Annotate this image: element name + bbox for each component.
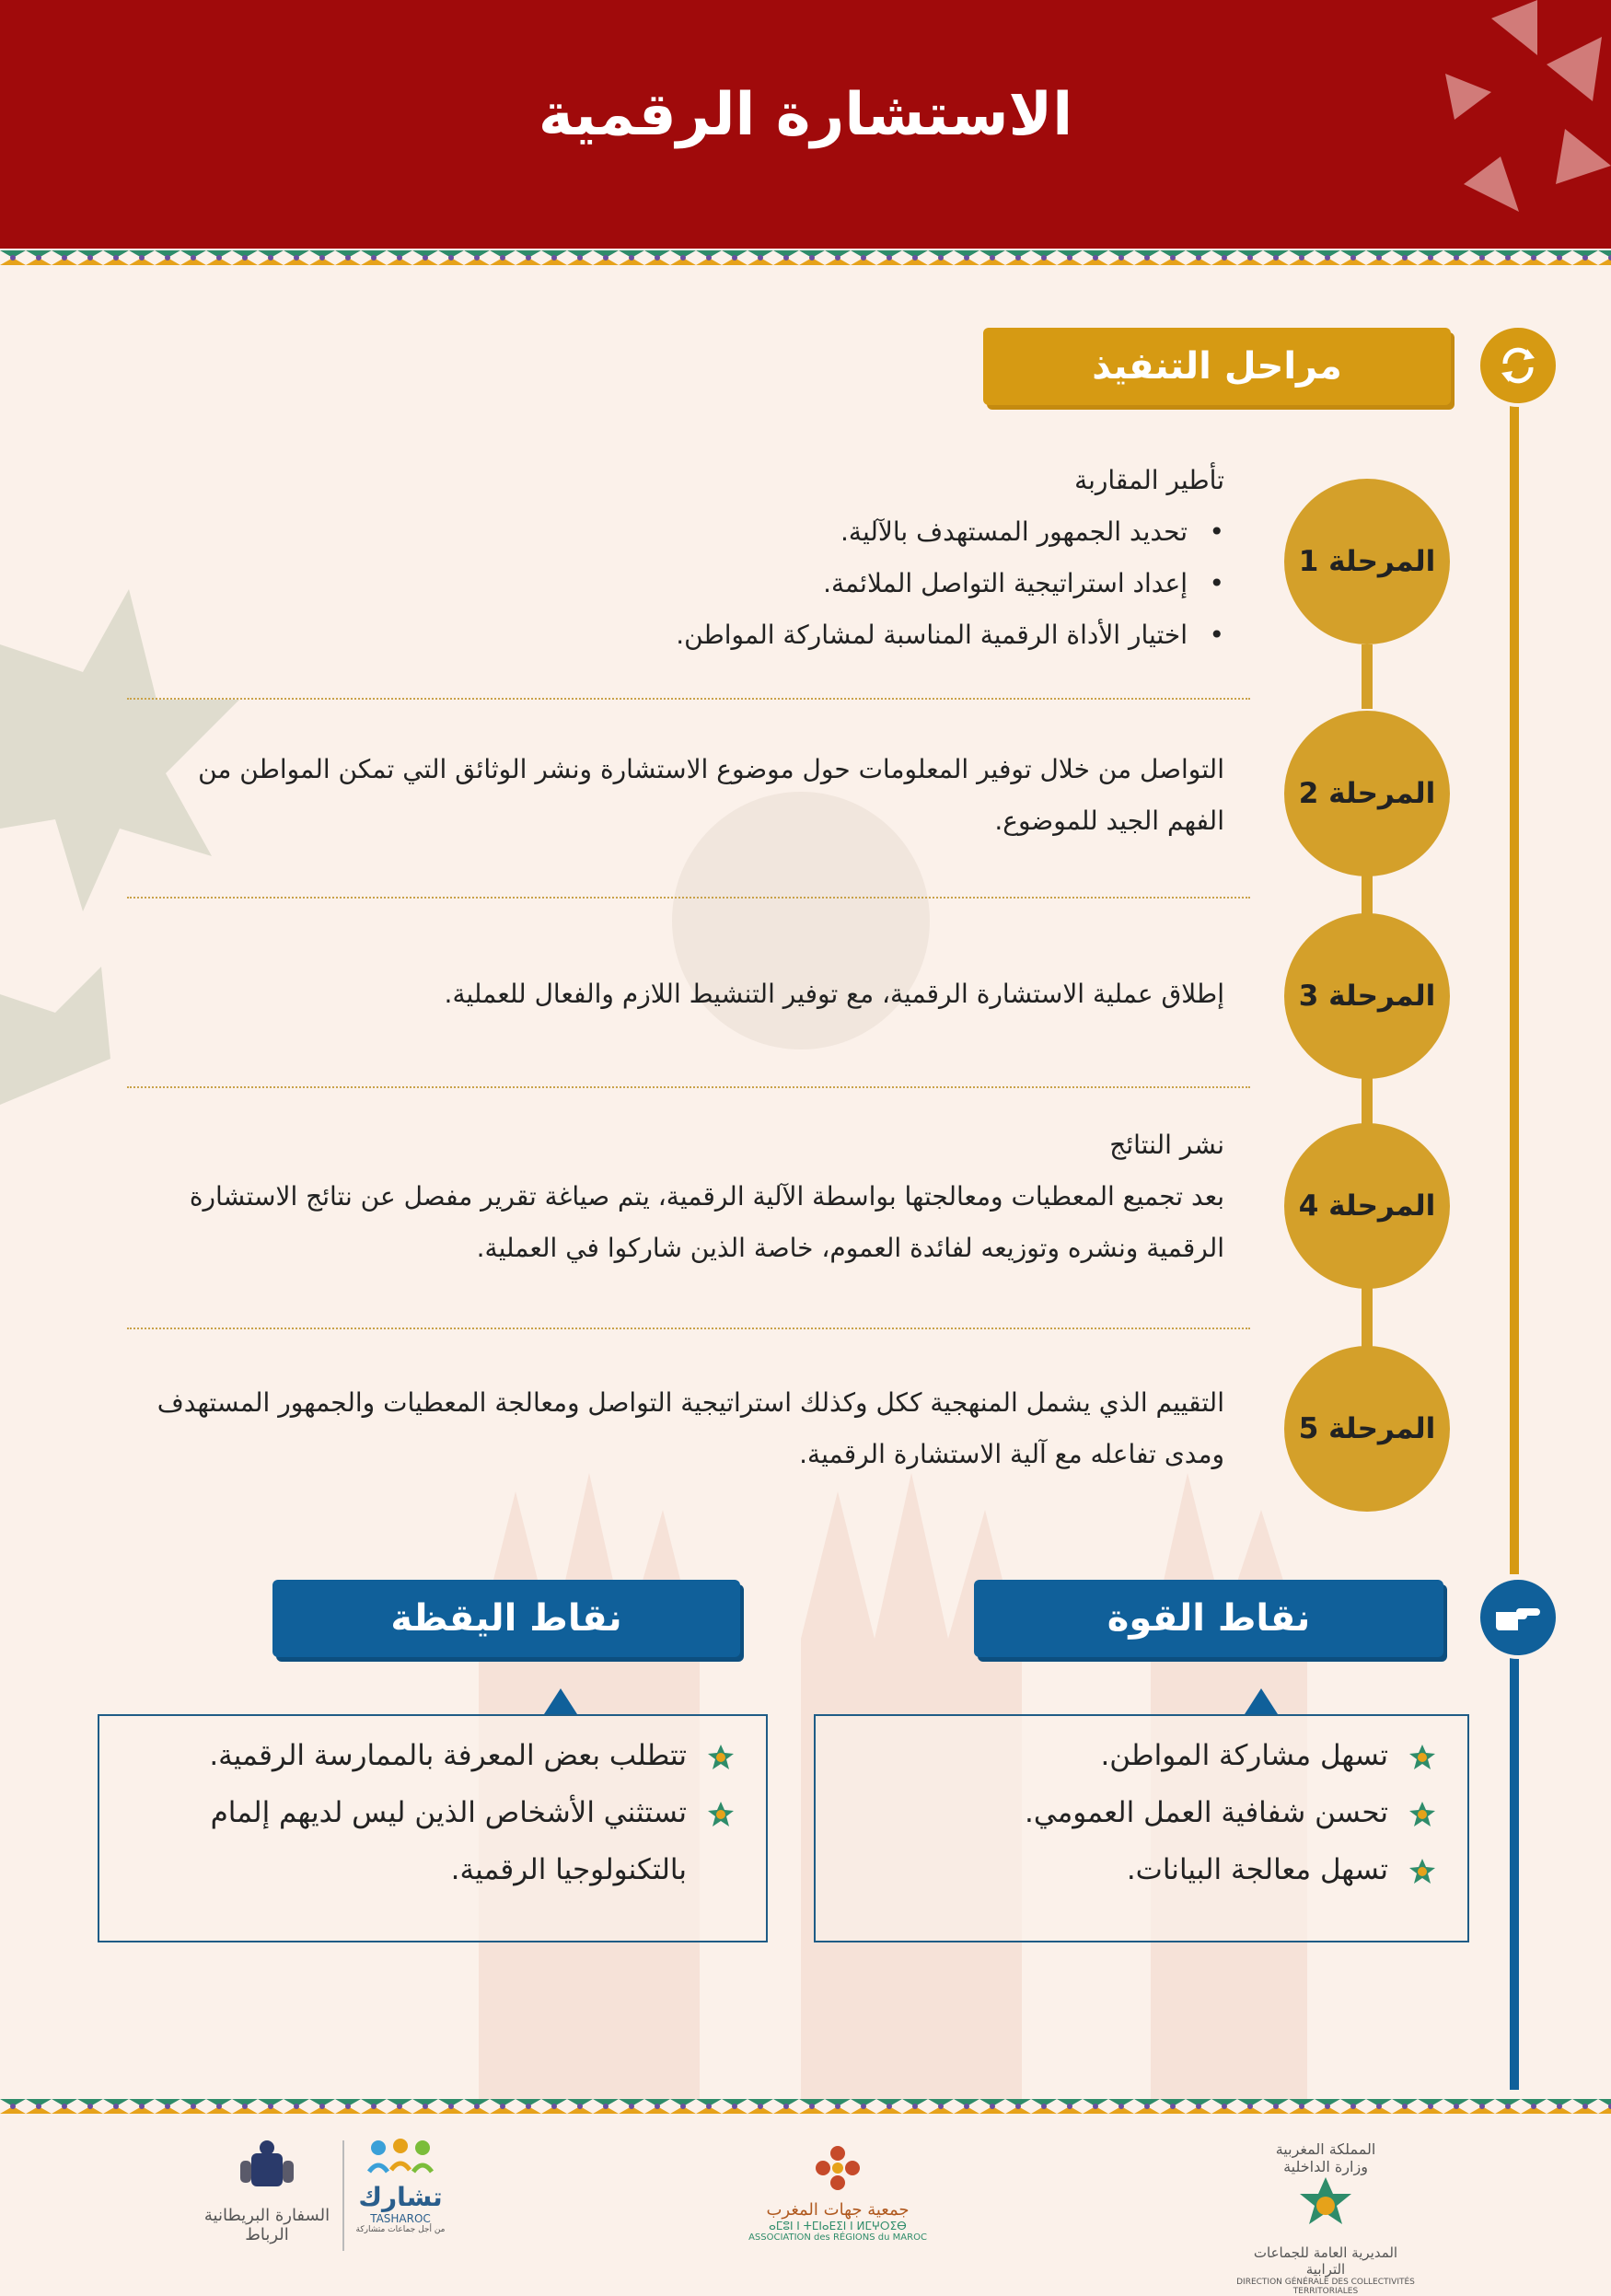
strengths-box [814, 1714, 1469, 1942]
tasharoc-logo: تشارك TASHAROC من أجل جماعات متشاركة [350, 2137, 451, 2234]
vigilance-title: نقاط اليقظة [272, 1580, 740, 1657]
stage-3-circle: المرحلة 3 [1284, 913, 1450, 1079]
stage-1-heading: تأطير المقاربة [1074, 465, 1224, 495]
list-item: تتطلب بعض المعرفة بالممارسة الرقمية. [122, 1727, 687, 1784]
star-bullet-icon [1408, 1744, 1436, 1771]
vigilance-list [99, 1716, 766, 1898]
stage-4-circle: المرحلة 4 [1284, 1123, 1450, 1289]
list-item: تسهل مشاركة المواطن. [834, 1727, 1388, 1784]
stage-3-content: إطلاق عملية الاستشارة الرقمية، مع توفير التنشيط اللازم والفعال للعملية. [444, 979, 1224, 1009]
pointing-hand-icon [1477, 1576, 1559, 1659]
strengths-title: نقاط القوة [974, 1580, 1443, 1657]
star-bullet-icon [707, 1744, 735, 1771]
stage-1-circle: المرحلة 1 [1284, 479, 1450, 644]
stage-1-content [147, 455, 1224, 661]
tasharoc-people-icon [364, 2137, 437, 2177]
stage-2-circle: المرحلة 2 [1284, 711, 1450, 876]
page-title: الاستشارة الرقمية [538, 81, 1073, 149]
header-banner [0, 0, 1611, 249]
stage-4-text: بعد تجميع المعطيات ومعالجتها بواسطة الآلية الرقمية، يتم صياغة تقرير مفصل عن نتائج الاستشارة الرقمية ونشره وتوزيعه لفائدة العموم، خاصة الذين شاركوا في العملية. [189, 1181, 1224, 1263]
embassy-logo: السفارة البريطانية الرباط [193, 2137, 341, 2244]
strengths-caret [1245, 1688, 1278, 1714]
ministry-logo: المملكة المغربية وزارة الداخلية المديرية العامة للجماعات الترابية DIRECTION GÉNÉRALE DES COLLECTIVITÉS TERRITORIALES [1236, 2140, 1415, 2296]
list-item: تحسن شفافية العمل العمومي. [834, 1784, 1388, 1841]
royal-crest-icon [235, 2137, 299, 2201]
star-bullet-icon [1408, 1858, 1436, 1885]
top-ornament-strip [0, 249, 1611, 267]
implementation-title: مراحل التنفيذ [983, 328, 1451, 405]
vigilance-box [98, 1714, 768, 1942]
stage-5-content: التقييم الذي يشمل المنهجية ككل وكذلك استراتيجية التواصل ومعالجة المعطيات والجمهور المستهدف ومدى تفاعله مع آلية الاستشارة الرقمية. [156, 1387, 1224, 1469]
stage-4-content [147, 1119, 1224, 1274]
stage-5-circle: المرحلة 5 [1284, 1346, 1450, 1512]
footer [0, 2122, 1611, 2296]
stage-divider [127, 698, 1250, 700]
star-bullet-icon [1408, 1801, 1436, 1828]
vigilance-caret [544, 1688, 577, 1714]
stage-2-content: التواصل من خلال توفير المعلومات حول موضوع الاستشارة ونشر الوثائق التي تمكن المواطن من الفهم الجيد للموضوع. [198, 754, 1224, 836]
stage-1-list [147, 506, 1224, 661]
stage-divider [127, 1328, 1250, 1329]
stage-4-heading: نشر النتائج [1109, 1130, 1224, 1160]
refresh-icon [1477, 324, 1559, 407]
stage-divider [127, 1086, 1250, 1088]
list-item: تسهل معالجة البيانات. [834, 1841, 1388, 1898]
ministry-emblem-icon [1293, 2175, 1358, 2240]
list-item: تستثني الأشخاص الذين ليس لديهم إلمام بالتكنولوجيا الرقمية. [122, 1784, 687, 1898]
timeline-line-blue [1510, 1648, 1519, 2090]
list-item: • تحديد الجمهور المستهدف بالآلية. [147, 506, 1188, 558]
star-bullet-icon [707, 1801, 735, 1828]
list-item: • اختيار الأداة الرقمية المناسبة لمشاركة المواطن. [147, 609, 1188, 661]
timeline-line-gold [1510, 387, 1519, 1574]
list-item: • إعداد استراتيجية التواصل الملائمة. [147, 558, 1188, 609]
stage-connector [1362, 644, 1373, 709]
footer-logo-divider [342, 2140, 344, 2251]
stage-divider [127, 897, 1250, 899]
strengths-list [816, 1716, 1467, 1898]
stage-connector [1362, 1287, 1373, 1351]
association-logo: جمعية جهات المغرب ⴰⵎⵓⵏ ⵏ ⵜⵎⵏⴰⴹⵉⵏ ⵏ ⵍⵎⵖⵔⵉⴱ ASSOCIATION des RÉGIONS du MAROC [736, 2140, 939, 2243]
bottom-ornament-strip [0, 2097, 1611, 2116]
association-flower-icon [810, 2140, 865, 2196]
